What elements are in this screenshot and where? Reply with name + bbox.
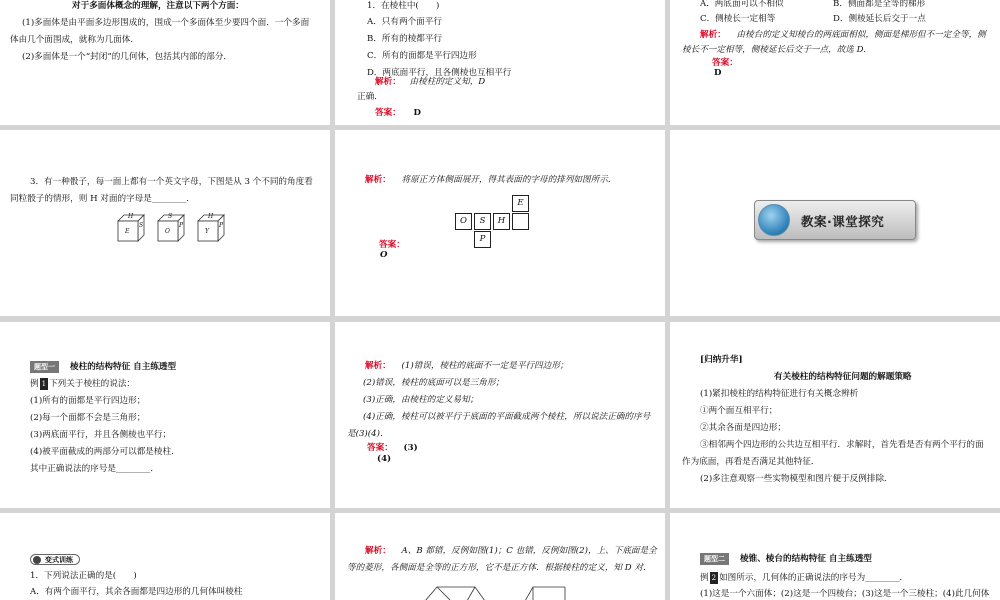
pencil-icon xyxy=(33,556,41,564)
type-tag: 题型一 xyxy=(30,361,59,373)
die-side-letter: P xyxy=(179,222,184,229)
strategy-line: ②其余各面是四边形； xyxy=(700,423,786,433)
answer-value: (3) xyxy=(403,443,418,453)
option-d: D．两底面平行，且各侧棱也互相平行 xyxy=(367,68,512,78)
question-stem: 1．在棱柱中( ) xyxy=(367,1,440,11)
analysis-line: (2)错误，棱柱的底面可以是三角形； xyxy=(363,378,505,388)
analysis-line: (3)正确，由棱柱的定义易知； xyxy=(363,395,479,405)
answer-value: D xyxy=(714,68,722,78)
option-b: B．侧面都是全等的梯形 xyxy=(833,0,926,9)
example-stem: 例 1 下列关于棱柱的说法： xyxy=(30,379,136,389)
analysis-label: 解析： xyxy=(365,361,391,371)
analysis-text: 正确． xyxy=(357,92,383,102)
analysis-line: 等的菱形，各侧面是全等的正方形，它不是正方体．根据棱柱的定义，知 D 对． xyxy=(347,563,652,573)
die-top-letter: S xyxy=(168,213,173,220)
example-stem: 例 2 如图所示，几何体的正确说法的序号为________． xyxy=(700,573,909,583)
slide-section-banner xyxy=(670,130,1000,316)
die-top-letter: H xyxy=(208,213,214,220)
analysis-line: (1)错误，棱柱的底面不一定是平行四边形； xyxy=(401,361,569,371)
globe-icon xyxy=(758,204,790,236)
banner-title: 教案·课堂探究 xyxy=(801,214,885,229)
strategy-line: ③相邻两个四边形的公共边互相平行．求解时，首先看是否有两个平行的面 xyxy=(700,440,984,450)
strategy-line: (1)紧扣棱柱的结构特征进行有关概念辨析 xyxy=(700,389,859,399)
text-line: (1)多面体是由平面多边形围成的，围成一个多面体至少要四个面．一个多面 xyxy=(22,18,310,28)
statement-2: (2)每一个面都不会是三角形； xyxy=(30,413,146,423)
analysis-text: 将原正方体侧面展开，得其表面的字母的排列如图所示． xyxy=(401,175,617,185)
type-title: 棱柱的结构特征 自主练透型 xyxy=(70,362,177,372)
die-top-letter: H xyxy=(128,213,134,220)
question-stem: 同粒骰子的情形，则 H 对面的字母是________． xyxy=(10,194,195,204)
statement-3: (3)两底面平行，并且各侧棱也平行； xyxy=(30,430,172,440)
answer-value: (4) xyxy=(377,454,392,464)
statement-line: (1)这是一个六面体；(2)这是一个四棱台；(3)这是一个三棱柱；(4)此几何体 xyxy=(700,589,990,599)
question-stem: 3．有一种骰子，每一面上都有一个英文字母，下图是从 3 个不同的角度看 xyxy=(30,177,313,187)
slide-question-3-dice xyxy=(0,130,330,316)
analysis-line: A、B 都错，反例如图(1)；C 也错，反例如图(2)，上、下底面是全 xyxy=(401,546,657,556)
slide-question-2-options xyxy=(670,0,1000,125)
analysis-label: 解析： xyxy=(365,175,391,185)
die-front-letter: E xyxy=(125,228,130,235)
section-banner xyxy=(754,200,916,240)
die-front-letter: Y xyxy=(205,228,209,235)
option-c: C．所有的面都是平行四边形 xyxy=(367,51,477,61)
net-cell-p: P xyxy=(474,231,491,248)
option-a: A．两底面可以不相似 xyxy=(700,0,784,9)
answer-label: 答案： xyxy=(375,108,401,118)
type-tag: 题型二 xyxy=(700,553,729,565)
analysis-line: (4)正确，棱柱可以被平行于底面的平面截成两个棱柱，所以说法正确的序号 xyxy=(363,412,651,422)
slide-variant-analysis xyxy=(335,513,665,600)
answer-value: D xyxy=(413,108,421,118)
net-cell-h: H xyxy=(493,213,510,230)
die-side-letter: S xyxy=(139,222,144,229)
analysis-label: 解析： xyxy=(365,546,391,556)
slide-polyhedron-concept xyxy=(0,0,330,125)
statement-4: (4)被平面截成的两部分可以都是棱柱． xyxy=(30,447,180,457)
die-view-3 xyxy=(196,213,226,243)
net-cell-blank xyxy=(512,213,529,230)
strategy-line: ①两个面互相平行； xyxy=(700,406,778,416)
analysis-text: 棱长不一定相等，侧棱延长后交于一点，故选 D. xyxy=(682,45,866,55)
slide-question-3-analysis xyxy=(335,130,665,316)
slide-variant-training xyxy=(0,513,330,600)
answer-value: O xyxy=(380,250,388,260)
die-front-letter: O xyxy=(165,228,170,235)
net-cell-e: E xyxy=(512,195,529,212)
net-cell-o: O xyxy=(455,213,472,230)
slide-heading: 对于多面体概念的理解，注意以下两个方面： xyxy=(72,1,244,11)
strategy-line: (2)多注意观察一些实物模型和图片便于反例排除． xyxy=(700,474,893,484)
answer-label: 答案： xyxy=(367,443,393,453)
answer-label: 答案： xyxy=(379,240,405,250)
net-cell-s: S xyxy=(474,213,491,230)
slide-example-1 xyxy=(0,322,330,508)
slide-summary-strategy xyxy=(670,322,1000,508)
option-b: B．所有的棱都平行 xyxy=(367,34,443,44)
die-view-1 xyxy=(116,213,146,243)
strategy-line: 作为底面，再看是否满足其他特征． xyxy=(682,457,820,467)
option-d: D．侧棱延长后交于一点 xyxy=(833,14,926,24)
question-prompt: 其中正确说法的序号是________． xyxy=(30,464,159,474)
analysis-label: 解析： xyxy=(375,77,401,87)
question-stem: 1．下列说法正确的是( ) xyxy=(30,571,137,581)
die-side-letter: P xyxy=(219,222,224,229)
analysis-text: 由棱柱的定义知，D xyxy=(409,77,486,87)
slide-example-1-analysis xyxy=(335,322,665,508)
variant-pill: 变式训练 xyxy=(30,554,80,565)
option-c: C．侧棱长一定相等 xyxy=(700,14,776,24)
option-a: A．只有两个面平行 xyxy=(367,17,442,27)
die-view-2 xyxy=(156,213,186,243)
answer-label: 答案： xyxy=(712,58,738,68)
summary-title: 有关棱柱的结构特征问题的解题策略 xyxy=(774,372,912,382)
counterexample-figures xyxy=(415,581,615,600)
option-a: A．有两个面平行，其余各面都是四边形的几何体叫棱柱 xyxy=(30,587,243,597)
analysis-label: 解析： xyxy=(700,30,726,40)
slide-example-2 xyxy=(670,513,1000,600)
type-title: 棱锥、棱台的结构特征 自主练透型 xyxy=(740,554,872,564)
text-line: 体由几个面围成，就称为几面体． xyxy=(10,35,139,45)
summary-head: [归纳升华] xyxy=(700,355,743,365)
statement-1: (1)所有的面都是平行四边形； xyxy=(30,396,146,406)
analysis-line: 是(3)(4)． xyxy=(347,429,389,439)
slide-question-1 xyxy=(335,0,665,125)
text-line: (2)多面体是一个“封闭”的几何体，包括其内部的部分． xyxy=(22,52,233,62)
analysis-text: 由棱台的定义知棱台的两底面相似，侧面是梯形但不一定全等，侧 xyxy=(736,30,986,40)
